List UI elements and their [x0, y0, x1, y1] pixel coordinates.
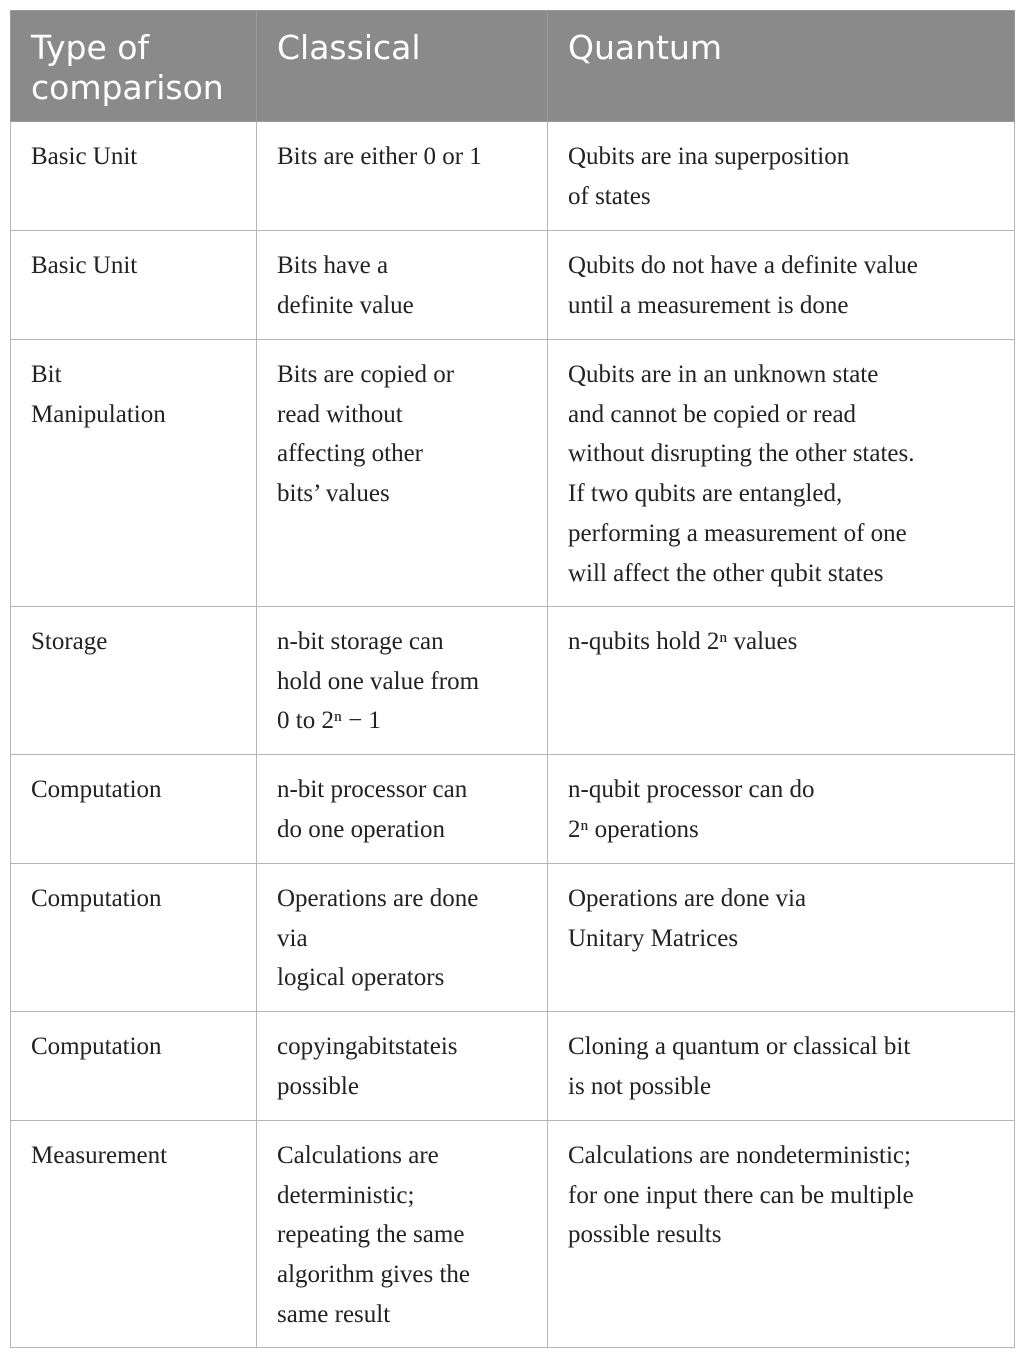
- table-row: [11, 122, 1015, 231]
- table-row: [11, 1012, 1015, 1121]
- cell-classical: Bits are copied or read without affecting other bits’ values: [257, 340, 548, 607]
- cell-quantum: n-qubits hold 2ⁿ values: [548, 607, 1015, 755]
- table-row: [11, 864, 1015, 1012]
- cell-type: Basic Unit: [11, 122, 257, 231]
- cell-classical: Bits are either 0 or 1: [257, 122, 548, 231]
- cell-quantum: Qubits are ina superposition of states: [548, 122, 1015, 231]
- cell-classical: n-bit storage can hold one value from 0 to 2ⁿ − 1: [257, 607, 548, 755]
- cell-type: Computation: [11, 755, 257, 864]
- header-quantum: Quantum: [548, 11, 1015, 122]
- comparison-table: [10, 10, 1015, 1348]
- cell-quantum: Qubits are in an unknown state and cannot be copied or read without disrupting the other states. If two qubits are entangled, performing a measurement of one will affect the other qubit states: [548, 340, 1015, 607]
- cell-quantum: n-qubit processor can do 2ⁿ operations: [548, 755, 1015, 864]
- cell-quantum: Calculations are nondeterministic; for one input there can be multiple possible results: [548, 1121, 1015, 1348]
- table-row: [11, 755, 1015, 864]
- header-row: [11, 11, 1015, 122]
- cell-type: Storage: [11, 607, 257, 755]
- cell-type: Computation: [11, 1012, 257, 1121]
- cell-type: Basic Unit: [11, 231, 257, 340]
- cell-type: Bit Manipulation: [11, 340, 257, 607]
- header-classical: Classical: [257, 11, 548, 122]
- table-row: [11, 340, 1015, 607]
- table-row: [11, 231, 1015, 340]
- table-body: [11, 122, 1015, 1348]
- cell-quantum: Cloning a quantum or classical bit is not possible: [548, 1012, 1015, 1121]
- cell-quantum: Qubits do not have a definite value until a measurement is done: [548, 231, 1015, 340]
- comparison-table-container: [10, 10, 1015, 1348]
- cell-classical: n-bit processor can do one operation: [257, 755, 548, 864]
- header-type: Type of comparison: [11, 11, 257, 122]
- table-row: [11, 607, 1015, 755]
- table-header: [11, 11, 1015, 122]
- cell-quantum: Operations are done via Unitary Matrices: [548, 864, 1015, 1012]
- cell-classical: Calculations are deterministic; repeating the same algorithm gives the same result: [257, 1121, 548, 1348]
- cell-type: Measurement: [11, 1121, 257, 1348]
- cell-classical: Operations are done via logical operators: [257, 864, 548, 1012]
- cell-type: Computation: [11, 864, 257, 1012]
- table-row: [11, 1121, 1015, 1348]
- cell-classical: Bits have a definite value: [257, 231, 548, 340]
- cell-classical: copyingabitstateis possible: [257, 1012, 548, 1121]
